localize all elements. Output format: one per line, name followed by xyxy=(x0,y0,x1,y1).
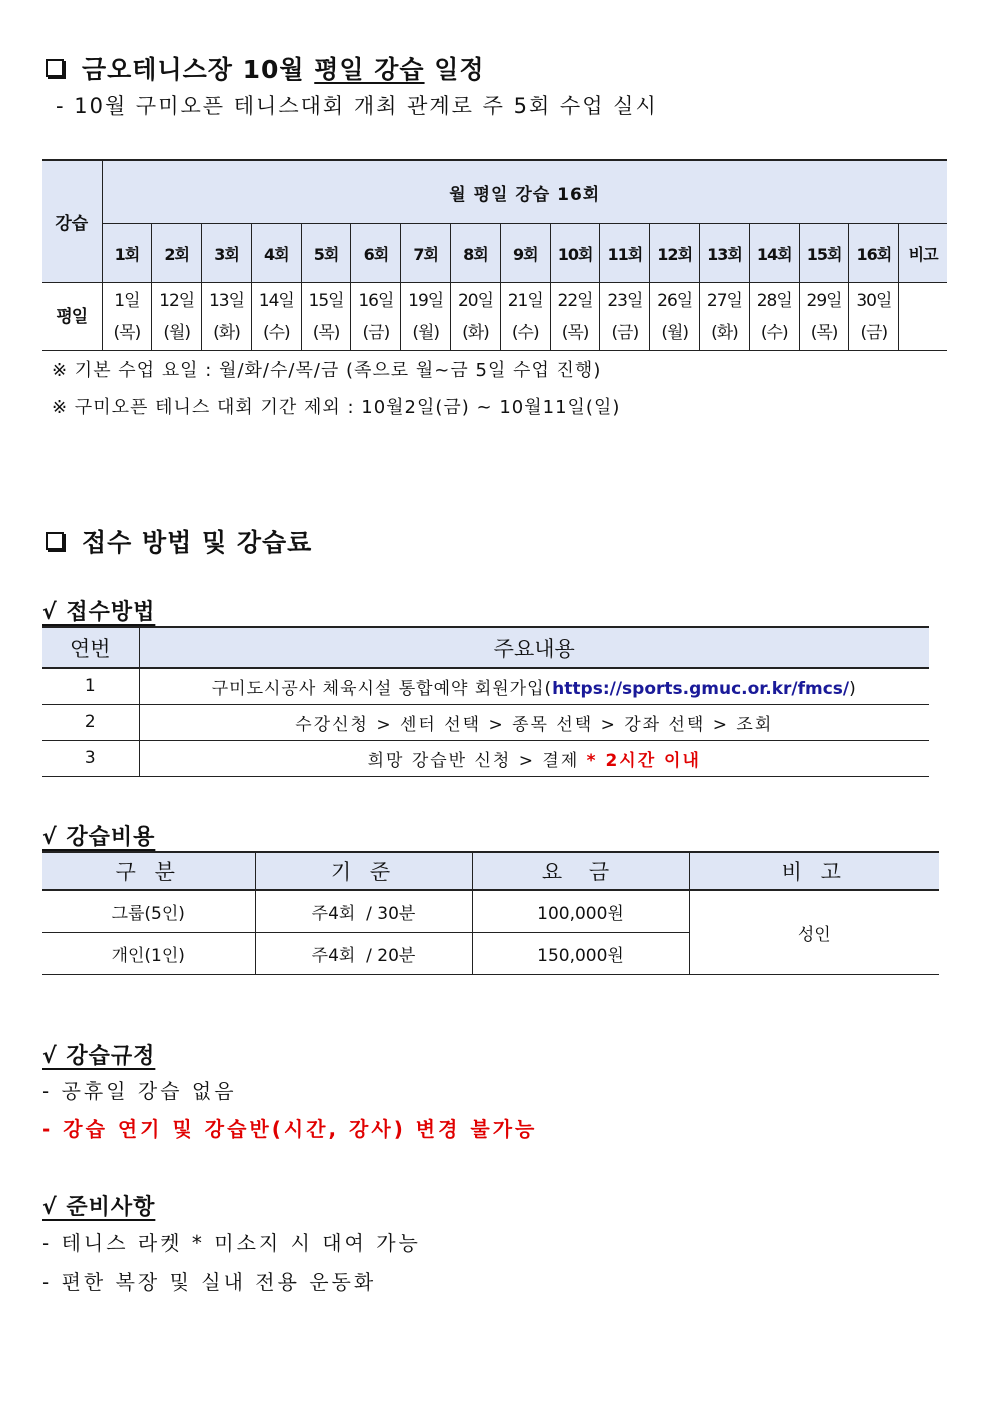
date-weekday: (월) xyxy=(412,322,440,343)
row-content xyxy=(139,668,929,704)
schedule-row-header: 강습 xyxy=(42,160,102,283)
checkbox-square-icon xyxy=(46,59,64,77)
session-header: 6회 xyxy=(351,224,401,283)
day-label: 평일 xyxy=(42,283,102,351)
session-date xyxy=(301,283,351,351)
title-suffix: 일정 xyxy=(424,55,485,84)
table-row xyxy=(42,704,929,740)
date-day: 21일 xyxy=(507,290,543,311)
date-day: 1일 xyxy=(114,290,140,311)
note-basic-days: ※ 기본 수업 요일 : 월/화/수/목/금 (족으로 월~금 5일 수업 진행) xyxy=(52,360,602,381)
date-day: 23일 xyxy=(607,290,643,311)
session-date xyxy=(351,283,401,351)
col-note-header: 비 고 xyxy=(689,852,939,890)
session-date xyxy=(251,283,301,351)
checkbox-square-icon xyxy=(46,532,64,550)
session-header: 11회 xyxy=(600,224,650,283)
session-date xyxy=(600,283,650,351)
session-date xyxy=(749,283,799,351)
date-day: 19일 xyxy=(408,290,444,311)
date-day: 13일 xyxy=(208,290,245,311)
prep-heading: √ 준비사항 xyxy=(42,1195,156,1220)
fee-amount: 100,000원 xyxy=(472,890,689,932)
rule-no-change: - 강습 연기 및 강습반(시간, 강사) 변경 불가능 xyxy=(42,1117,538,1141)
prep-clothes: - 편한 복장 및 실내 전용 운동화 xyxy=(42,1270,377,1294)
col-fee-header: 요 금 xyxy=(472,852,689,890)
remark-header: 비고 xyxy=(899,224,947,283)
fee-type: 그룹(5인) xyxy=(42,890,255,932)
session-date xyxy=(550,283,600,351)
date-day: 20일 xyxy=(457,290,493,311)
fee-amount: 150,000원 xyxy=(472,932,689,974)
session-date xyxy=(700,283,750,351)
date-weekday: (금) xyxy=(611,322,639,343)
session-date xyxy=(451,283,501,351)
session-header: 15회 xyxy=(799,224,849,283)
session-header: 10회 xyxy=(550,224,600,283)
row-no: 1 xyxy=(42,668,139,704)
session-header: 1회 xyxy=(102,224,152,283)
prep-racket: - 테니스 라켓 * 미소지 시 대여 가능 xyxy=(42,1231,421,1255)
session-date xyxy=(401,283,451,351)
fee-basis: 주4회 / 30분 xyxy=(255,890,472,932)
signup-link[interactable]: https://sports.gmuc.or.kr/fmcs/ xyxy=(552,678,850,699)
schedule-subtitle: - 10월 구미오픈 테니스대회 개최 관계로 주 5회 수업 실시 xyxy=(56,94,658,118)
date-weekday: (금) xyxy=(860,322,888,343)
section-title-schedule xyxy=(42,50,485,86)
fee-note: 성인 xyxy=(689,890,939,974)
date-weekday: (목) xyxy=(312,322,340,343)
row-content xyxy=(139,740,929,776)
session-date xyxy=(102,283,152,351)
fees-heading: √ 강습비용 xyxy=(42,825,156,850)
col-type-header: 구 분 xyxy=(42,852,255,890)
session-header: 13회 xyxy=(700,224,750,283)
table-row xyxy=(42,890,939,932)
date-day: 12일 xyxy=(159,290,195,311)
date-weekday: (수) xyxy=(262,322,290,343)
rules-heading: √ 강습규정 xyxy=(42,1044,156,1069)
col-content-header: 주요내용 xyxy=(139,627,929,668)
session-header: 12회 xyxy=(650,224,700,283)
row-tail: ) xyxy=(849,678,857,699)
registration-heading: √ 접수방법 xyxy=(42,600,156,625)
title-prefix: 금오테니스장 10월 xyxy=(82,55,315,84)
date-day: 30일 xyxy=(856,290,892,311)
section2-title: 접수 방법 및 강습료 xyxy=(82,528,313,557)
row-text: 희망 강습반 신청 > 결제 xyxy=(367,750,587,771)
schedule-span-header: 월 평일 강습 16회 xyxy=(102,160,947,224)
rule-no-holiday: - 공휴일 강습 없음 xyxy=(42,1079,237,1103)
date-weekday: (금) xyxy=(362,322,390,343)
date-weekday: (수) xyxy=(511,322,539,343)
session-date xyxy=(500,283,550,351)
fee-basis: 주4회 / 20분 xyxy=(255,932,472,974)
session-header: 8회 xyxy=(451,224,501,283)
session-date xyxy=(202,283,252,351)
date-weekday: (월) xyxy=(163,322,191,343)
row-content: 수강신청 > 센터 선택 > 종목 선택 > 강좌 선택 > 조회 xyxy=(139,704,929,740)
session-date xyxy=(849,283,899,351)
col-basis-header: 기 준 xyxy=(255,852,472,890)
session-header: 5회 xyxy=(301,224,351,283)
fees-table xyxy=(42,851,939,975)
session-date xyxy=(799,283,849,351)
session-header: 3회 xyxy=(202,224,252,283)
session-header: 2회 xyxy=(152,224,202,283)
remark-value xyxy=(899,283,947,351)
row-no: 2 xyxy=(42,704,139,740)
session-date xyxy=(650,283,700,351)
session-header: 7회 xyxy=(401,224,451,283)
date-day: 16일 xyxy=(358,290,394,311)
session-header: 14회 xyxy=(749,224,799,283)
row-no: 3 xyxy=(42,740,139,776)
date-weekday: (목) xyxy=(113,322,141,343)
date-weekday: (목) xyxy=(561,322,589,343)
session-header: 4회 xyxy=(251,224,301,283)
date-day: 14일 xyxy=(258,290,294,311)
date-day: 28일 xyxy=(756,290,792,311)
date-day: 22일 xyxy=(557,290,593,311)
date-day: 15일 xyxy=(308,290,344,311)
time-limit-warning: * 2시간 이내 xyxy=(586,750,701,771)
date-weekday: (수) xyxy=(760,322,788,343)
date-weekday: (목) xyxy=(810,322,838,343)
session-date xyxy=(152,283,202,351)
title-underlined: 평일 강습 xyxy=(314,55,425,84)
date-day: 27일 xyxy=(706,290,742,311)
schedule-table xyxy=(42,159,947,351)
date-weekday: (화) xyxy=(462,322,489,343)
table-row xyxy=(42,668,929,704)
date-weekday: (화) xyxy=(711,322,738,343)
col-no-header: 연번 xyxy=(42,627,139,668)
registration-table xyxy=(42,626,929,777)
table-row xyxy=(42,740,929,776)
date-day: 26일 xyxy=(657,290,693,311)
section-title-registration xyxy=(42,523,312,559)
date-weekday: (월) xyxy=(661,322,688,343)
note-excluded-period: ※ 구미오픈 테니스 대회 기간 제외 : 10월2일(금) ~ 10월11일(일) xyxy=(52,397,621,418)
fee-type: 개인(1인) xyxy=(42,932,255,974)
date-day: 29일 xyxy=(806,290,842,311)
session-header: 16회 xyxy=(849,224,899,283)
date-weekday: (화) xyxy=(213,322,240,343)
row-text: 구미도시공사 체육시설 통합예약 회원가입( xyxy=(211,678,553,699)
session-header: 9회 xyxy=(500,224,550,283)
